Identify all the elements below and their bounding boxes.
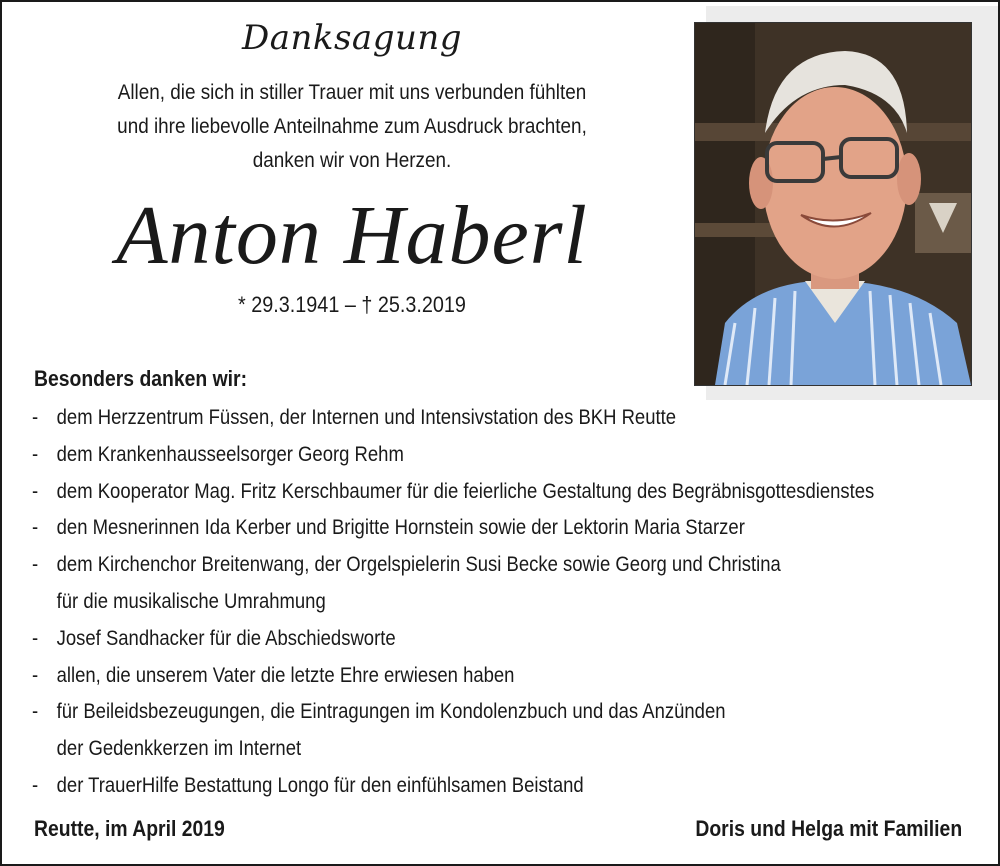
place-date: Reutte, im April 2019 (34, 816, 225, 841)
list-item (32, 658, 874, 695)
list-item (32, 547, 874, 584)
list-item-text: dem Kooperator Mag. Fritz Kerschbaumer für die feierliche Gestaltung des Begräbnisgottesdienstes (56, 479, 875, 503)
bullet-dash: - (32, 626, 39, 650)
intro-text (91, 76, 613, 178)
list-item (32, 768, 874, 805)
list-item-text: Josef Sandhacker für die Abschiedsworte (56, 626, 396, 650)
portrait-photo (694, 22, 972, 386)
list-item-text: für die musikalische Umrahmung (56, 589, 326, 613)
deceased-name: Anton Haberl (116, 189, 588, 282)
list-item-continuation (32, 731, 874, 768)
list-item (32, 474, 874, 511)
heading: Danksagung (241, 18, 463, 58)
list-item-text: dem Herzzentrum Füssen, der Internen und Intensivstation des BKH Reutte (56, 406, 677, 429)
bullet-dash: - (32, 479, 39, 503)
list-item (32, 694, 874, 731)
intro-line: danken wir von Herzen. (252, 149, 452, 172)
list-item-text: der Gedenkkerzen im Internet (56, 737, 302, 761)
list-item-text: der TrauerHilfe Bestattung Longo für den einfühlsamen Beistand (56, 773, 584, 797)
bullet-dash: - (32, 700, 39, 724)
list-item (32, 621, 874, 658)
list-item (32, 437, 874, 474)
life-dates: * 29.3.1941 – † 25.3.2019 (238, 292, 466, 317)
list-item-text: dem Kirchenchor Breitenwang, der Orgelspielerin Susi Becke sowie Georg und Christina (56, 553, 781, 577)
bullet-dash: - (32, 442, 39, 466)
bullet-dash: - (32, 516, 39, 540)
bullet-dash: - (32, 553, 39, 577)
list-item (32, 400, 874, 437)
intro-line: Allen, die sich in stiller Trauer mit uns verbunden fühlten (117, 81, 587, 104)
list-item-text: allen, die unserem Vater die letzte Ehre erwiesen haben (56, 663, 515, 687)
list-item-continuation (32, 584, 874, 621)
signature: Doris und Helga mit Familien (695, 816, 962, 841)
list-item-text: den Mesnerinnen Ida Kerber und Brigitte Hornstein sowie der Lektorin Maria Starzer (56, 516, 745, 540)
bullet-dash: - (32, 773, 39, 797)
bullet-dash: - (32, 406, 39, 429)
list-item-text: dem Krankenhausseelsorger Georg Rehm (56, 442, 404, 466)
list-item (32, 510, 874, 547)
bullet-dash: - (32, 663, 39, 687)
portrait-illustration (695, 23, 971, 385)
intro-line: und ihre liebevolle Anteilnahme zum Ausdruck brachten, (117, 115, 587, 138)
thanks-heading: Besonders danken wir: (34, 366, 248, 391)
thanks-list (32, 400, 874, 805)
list-item-text: für Beileidsbezeugungen, die Eintragungen im Kondolenzbuch und das Anzünden (56, 700, 726, 724)
